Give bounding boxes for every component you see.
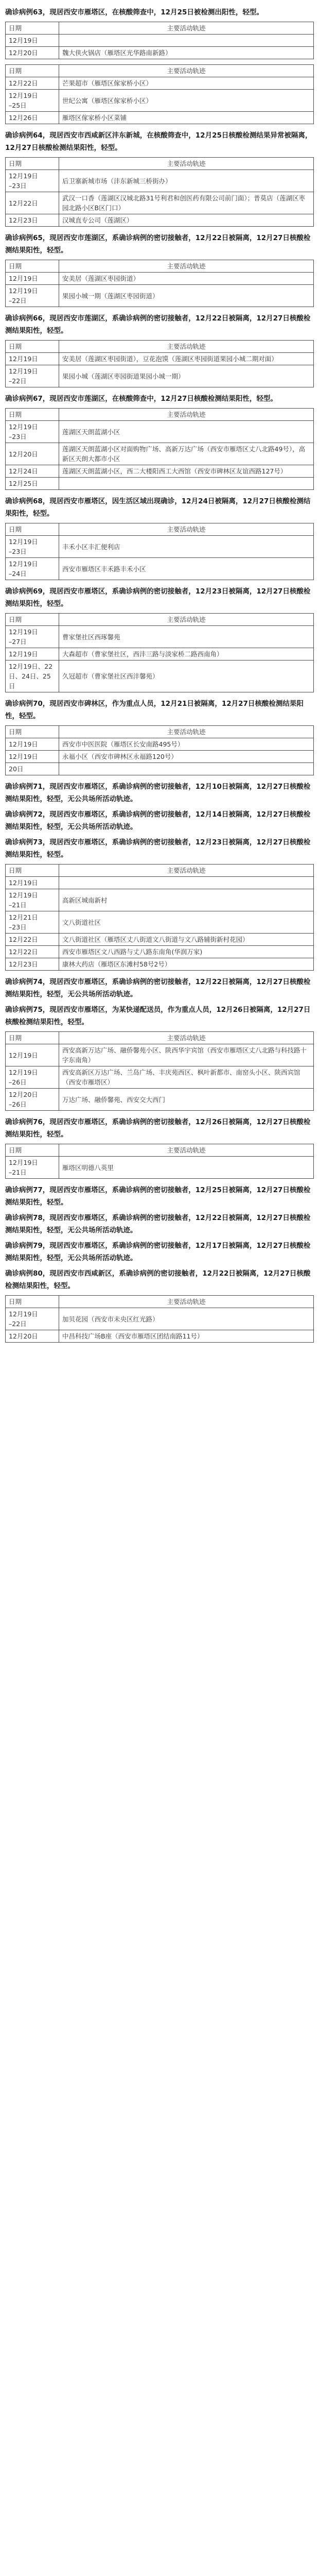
table-row (6, 1157, 314, 1179)
track-cell: 果园小城一期（莲湖区枣园街道） (59, 285, 314, 307)
case-block (5, 698, 314, 775)
date-cell: 12月19日 (6, 751, 59, 763)
date-cell: 20日 (6, 763, 59, 775)
date-column-header: 日期 (6, 1032, 59, 1044)
track-column-header: 主要活动轨迹 (59, 614, 314, 626)
track-cell: 莲湖区天朗蓝湖小区，西二大楼阳西工大西馆（西安市碑林区友谊西路127号） (59, 465, 314, 478)
date-column-header: 日期 (6, 65, 59, 77)
table-row (6, 77, 314, 90)
table-row (6, 353, 314, 365)
table-header-row (6, 865, 314, 877)
date-cell: 12月20日 (6, 1330, 59, 1343)
date-cell: 12月22日 (6, 192, 59, 214)
case-heading: 确诊病例72，现居西安市雁塔区，系确诊病例的密切接触者，12月14日被隔离，12月27日核酸检测结果阳性，轻型，无公共场所活动轨迹。 (5, 810, 311, 831)
track-column-header: 主要活动轨迹 (59, 260, 314, 273)
date-column-header: 日期 (6, 158, 59, 170)
track-table (5, 725, 314, 775)
track-cell: 加贝花园（西安市未央区红光路） (59, 1308, 314, 1330)
date-cell: 12月19日 (6, 1044, 59, 1066)
track-column-header: 主要活动轨迹 (59, 1296, 314, 1308)
track-table (5, 864, 314, 971)
date-cell: 12月24日 (6, 465, 59, 478)
case-heading: 确诊病例74，现居西安市雁塔区，系确诊病例的密切接触者，12月22日被隔离，12月27日核酸检测结果阳性，轻型，无公共场所活动轨迹。 (5, 978, 311, 998)
table-row (6, 1066, 314, 1089)
date-column-header: 日期 (6, 260, 59, 273)
table-row (6, 112, 314, 124)
case-list (5, 6, 314, 1343)
date-cell: 12月22日 (6, 934, 59, 946)
table-row (6, 934, 314, 946)
track-column-header: 主要活动轨迹 (59, 65, 314, 77)
case-heading: 确诊病例68，现居西安市雁塔区，因生活区域出现确诊，12月24日被隔离，12月27日核酸检测结果阳性，轻型。 (5, 497, 311, 518)
track-cell (59, 35, 314, 47)
track-cell: 安美居（莲湖区枣园街道） (59, 273, 314, 285)
track-table (5, 1031, 314, 1111)
track-cell: 西安高新区万达广场、兰岛广场、丰庆苑西区、枫叶新都市、南窑头小区、陕西宾馆（西安市雁塔区） (59, 1066, 314, 1089)
table-row (6, 763, 314, 775)
case-block (5, 1004, 314, 1111)
track-cell: 魏大侠火锅店（雁塔区光华路南新路） (59, 47, 314, 59)
date-column-header: 日期 (6, 614, 59, 626)
table-row (6, 35, 314, 47)
track-cell: 高新区城南新村 (59, 889, 314, 911)
case-heading: 确诊病例80，现居西安市西咸新区，系确诊病例的密切接触者，12月22日被隔离，12月27日核酸检测结果阳性，轻型。 (5, 1269, 311, 1290)
track-column-header: 主要活动轨迹 (59, 22, 314, 35)
track-column-header: 主要活动轨迹 (59, 1032, 314, 1044)
table-row (6, 478, 314, 490)
track-cell: 世纪公寓（雁塔区傢家桥小区） (59, 90, 314, 112)
case-block (5, 1240, 314, 1264)
case-heading: 确诊病例78，现居西安市雁塔区，系确诊病例的密切接触者，12月22日被隔离，12月27日核酸检测结果阳性，轻型，无公共场所活动轨迹。 (5, 1214, 311, 1234)
table-row (6, 626, 314, 648)
date-cell: 12月19日、22日、24日、25日 (6, 660, 59, 692)
case-heading: 确诊病例64，现居西安市西咸新区沣东新城，在核酸筛查中，12月25日核酸检测结果异常被隔离，12月27日核酸检测结果阳性，轻型。 (5, 131, 312, 152)
table-row (6, 192, 314, 214)
date-column-header: 日期 (6, 523, 59, 536)
date-cell: 12月26日 (6, 112, 59, 124)
table-row (6, 911, 314, 934)
table-row (6, 946, 314, 958)
track-table (5, 260, 314, 307)
track-cell: 文八街道社区 (59, 911, 314, 934)
table-row (6, 536, 314, 558)
track-column-header: 主要活动轨迹 (59, 865, 314, 877)
track-column-header: 主要活动轨迹 (59, 341, 314, 353)
date-column-header: 日期 (6, 726, 59, 738)
date-cell: 12月19日 –23日 (6, 421, 59, 443)
table-row (6, 1308, 314, 1330)
track-cell: 康林大药店（雁塔区东滩村58号2号） (59, 958, 314, 971)
track-table (5, 157, 314, 227)
table-row (6, 660, 314, 692)
table-row (6, 285, 314, 307)
table-header-row (6, 65, 314, 77)
table-row (6, 170, 314, 192)
track-cell: 西安市雁塔区丰禾路丰禾小区 (59, 558, 314, 580)
date-cell: 12月19日 (6, 35, 59, 47)
table-row (6, 877, 314, 889)
table-row (6, 1330, 314, 1343)
date-column-header: 日期 (6, 22, 59, 35)
table-row (6, 47, 314, 59)
case-block (5, 495, 314, 580)
case-block (5, 1116, 314, 1179)
table-header-row (6, 614, 314, 626)
case-heading: 确诊病例70，现居西安市碑林区，作为重点人员，12月21日被隔离，12月27日核酸检测结果阳性，轻型。 (5, 700, 304, 720)
date-cell: 12月19日 –23日 (6, 536, 59, 558)
table-row (6, 365, 314, 387)
track-cell: 西安高新万达广场、融侨馨苑小区、陕西华宇宾馆（西安市雁塔区丈八北路与科技路十字东南角） (59, 1044, 314, 1066)
track-table (5, 64, 314, 124)
case-heading: 确诊病例76，现居西安市雁塔区，系确诊病例的密切接触者，12月26日被隔离，12月27日核酸检测结果阳性，轻型。 (5, 1118, 311, 1139)
date-cell: 12月23日 (6, 958, 59, 971)
case-block (5, 393, 314, 490)
date-cell: 12月19日 (6, 353, 59, 365)
date-cell: 12月20日 (6, 47, 59, 59)
date-column-header: 日期 (6, 409, 59, 421)
track-column-header: 主要活动轨迹 (59, 1144, 314, 1157)
track-cell: 芒果超市（雁塔区傢家桥小区） (59, 77, 314, 90)
case-heading: 确诊病例65，现居西安市莲湖区，系确诊病例的密切接触者，12月22日被隔离，12月27日核酸检测结果阳性，轻型。 (5, 234, 311, 255)
date-cell: 12月19日 (6, 877, 59, 889)
table-row (6, 90, 314, 112)
track-column-header: 主要活动轨迹 (59, 523, 314, 536)
track-cell: 曹家堡社区西琢馨苑 (59, 626, 314, 648)
case-block (5, 129, 314, 227)
table-row (6, 648, 314, 660)
case-heading: 确诊病例71，现居西安市雁塔区，系确诊病例的密切接触者，12月10日被隔离，12月27日核酸检测结果阳性，轻型，无公共场所活动轨迹。 (5, 783, 311, 803)
date-cell: 12月20日 –26日 (6, 1089, 59, 1111)
date-column-header: 日期 (6, 865, 59, 877)
case-block (5, 1184, 314, 1209)
table-row (6, 889, 314, 911)
date-column-header: 日期 (6, 1296, 59, 1308)
table-row (6, 1044, 314, 1066)
date-cell: 12月20日 (6, 443, 59, 465)
date-cell: 12月21日 –23日 (6, 911, 59, 934)
track-column-header: 主要活动轨迹 (59, 158, 314, 170)
date-cell: 12月19日 (6, 648, 59, 660)
table-row (6, 214, 314, 227)
table-row (6, 443, 314, 465)
table-header-row (6, 158, 314, 170)
track-cell: 万达广场、融侨馨苑、西安交大西门 (59, 1089, 314, 1111)
table-header-row (6, 523, 314, 536)
track-cell: 武汉一口香（莲湖区汉城北路31号利君和创医药有限公司前门面）；普莫店（莲湖区枣园北路小区B区门口） (59, 192, 314, 214)
case-heading: 确诊病例69，现居西安市雁塔区，系确诊病例的密切接触者，12月23日被隔离，12月27日核酸检测结果阳性，轻型。 (5, 587, 311, 608)
table-row (6, 273, 314, 285)
case-block (5, 1212, 314, 1236)
date-cell: 12月19日 –25日 (6, 90, 59, 112)
date-cell: 12月19日 (6, 273, 59, 285)
case-block (5, 808, 314, 833)
track-cell: 永福小区（西安市碑林区永福路120号） (59, 751, 314, 763)
table-row (6, 558, 314, 580)
track-cell: 雁塔区傢家桥小区菜铺 (59, 112, 314, 124)
case-heading: 确诊病例77，现居西安市雁塔区，系确诊病例的密切接触者，12月25日被隔离，12月27日核酸检测结果阳性，轻型。 (5, 1186, 311, 1207)
date-column-header: 日期 (6, 341, 59, 353)
track-cell: 中昌科技广场B座（西安市雁塔区团结南路11号） (59, 1330, 314, 1343)
date-cell: 12月19日 –22日 (6, 1308, 59, 1330)
track-table (5, 613, 314, 692)
track-cell: 汉城直专公司（莲湖区） (59, 214, 314, 227)
date-cell: 12月19日 (6, 738, 59, 751)
track-column-header: 主要活动轨迹 (59, 726, 314, 738)
date-cell: 12月19日 –24日 (6, 558, 59, 580)
table-header-row (6, 1032, 314, 1044)
case-heading: 确诊病例73，现居西安市雁塔区，系确诊病例的密切接触者，12月23日被隔离，12月27日核酸检测结果阳性，轻型。 (5, 838, 311, 859)
date-cell: 12月19日 –23日 (6, 170, 59, 192)
case-block (5, 6, 314, 59)
track-cell: 后卫寨新城市场（沣东新城三桥街办） (59, 170, 314, 192)
track-cell: 大森超市（曹家堡社区，西沣三路与淡家桥二路西南角） (59, 648, 314, 660)
case-block (5, 976, 314, 1001)
case-block (5, 312, 314, 387)
track-cell: 莲湖区天朗蓝湖小区对面购物广场、高新万达广场（西安市雁塔区丈八北路49号），高新区天朗大都市小区 (59, 443, 314, 465)
date-cell: 12月25日 (6, 478, 59, 490)
case-heading: 确诊病例75，现居西安市雁塔区，为某快递配送员，作为重点人员，12月26日被隔离，12月27日核酸检测结果阳性，轻型。 (5, 1006, 311, 1026)
case-block (5, 64, 314, 124)
table-header-row (6, 22, 314, 35)
table-row (6, 751, 314, 763)
track-table (5, 523, 314, 580)
track-cell: 久冠超市（曹家堡社区西沣馨苑） (59, 660, 314, 692)
track-cell: 安美居（莲湖区枣园街道），豆花泡馍（莲湖区枣园街道果园小城二期对面） (59, 353, 314, 365)
case-heading: 确诊病例79，现居西安市雁塔区，系确诊病例的密切接触者，12月17日被隔离，12月27日核酸检测结果阳性，轻型，无公共场所活动轨迹。 (5, 1242, 311, 1262)
table-row (6, 738, 314, 751)
track-cell (59, 763, 314, 775)
table-row (6, 421, 314, 443)
track-cell: 丰禾小区丰汇便利店 (59, 536, 314, 558)
date-cell: 12月23日 (6, 214, 59, 227)
track-cell: 莲湖区天朗蓝湖小区 (59, 421, 314, 443)
case-block (5, 836, 314, 971)
table-header-row (6, 726, 314, 738)
track-table (5, 340, 314, 387)
case-block (5, 585, 314, 692)
date-cell: 12月19日 –21日 (6, 889, 59, 911)
table-header-row (6, 260, 314, 273)
case-block (5, 781, 314, 805)
track-cell: 雁塔区明德八英里 (59, 1157, 314, 1179)
case-heading: 确诊病例63，现居西安市雁塔区，在核酸筛查中，12月25日被检测出阳性，轻型。 (5, 8, 263, 16)
track-cell: 果园小城（莲湖区枣园街道果园小城一期） (59, 365, 314, 387)
date-cell: 12月19日 –27日 (6, 626, 59, 648)
table-header-row (6, 409, 314, 421)
table-header-row (6, 341, 314, 353)
date-cell: 12月22日 (6, 946, 59, 958)
track-table (5, 22, 314, 59)
track-table (5, 408, 314, 490)
track-cell (59, 877, 314, 889)
table-row (6, 1089, 314, 1111)
case-block (5, 1267, 314, 1343)
date-cell: 12月19日 –21日 (6, 1157, 59, 1179)
date-cell: 12月19日 –26日 (6, 1066, 59, 1089)
track-table (5, 1144, 314, 1179)
case-heading: 确诊病例66，现居西安市莲湖区，系确诊病例的密切接触者，12月22日被隔离，12月27日核酸检测结果阳性，轻型。 (5, 314, 311, 335)
date-cell: 12月22日 (6, 77, 59, 90)
table-row (6, 465, 314, 478)
track-cell: 文八街道社区（雁塔区丈八街道文八街道与文八路辅街新村花园） (59, 934, 314, 946)
table-header-row (6, 1144, 314, 1157)
date-cell: 12月19日 –22日 (6, 285, 59, 307)
date-column-header: 日期 (6, 1144, 59, 1157)
track-cell: 西安市雁塔区文八西路与丈八路东南角(华润万家) (59, 946, 314, 958)
track-table (5, 1295, 314, 1343)
table-row (6, 958, 314, 971)
track-column-header: 主要活动轨迹 (59, 409, 314, 421)
track-cell (59, 478, 314, 490)
case-block (5, 232, 314, 307)
case-heading: 确诊病例67，现居西安市莲湖区，在核酸筛查中，12月27日核酸检测结果阳性，轻型。 (5, 395, 277, 403)
table-header-row (6, 1296, 314, 1308)
track-cell: 西安市中医医院（雁塔区长安南路495号） (59, 738, 314, 751)
date-cell: 12月19日 –22日 (6, 365, 59, 387)
